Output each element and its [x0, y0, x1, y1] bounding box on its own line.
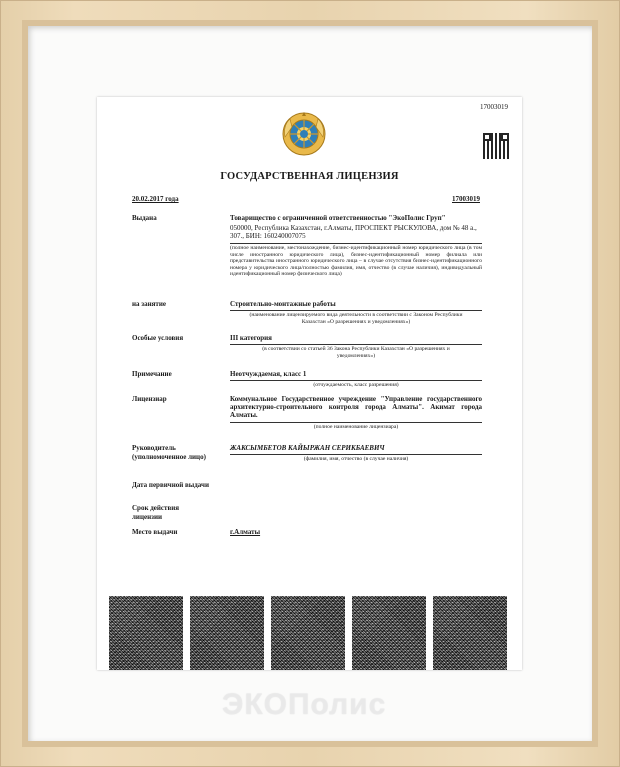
divider-line: [230, 310, 482, 311]
licensor-value: Коммунальное Государственное учреждение "Управление государственного архитектурно-строительного контроля города Алматы". Акимат города Алматы.: [230, 395, 482, 419]
conditions-value: III категория: [230, 334, 272, 342]
security-pattern: [190, 596, 264, 670]
security-pattern: [109, 596, 183, 670]
head-value: ЖАКСЫМБЕТОВ КАЙЫРЖАН СЕРИКБАЕВИЧ: [230, 444, 385, 452]
issued-address: 050000, Республика Казахстан, г.Алматы, ПРОСПЕКТ РЫСКУЛОВА, дом № 48 а., 307., БИН: 160240007075: [230, 224, 477, 240]
qr-code-icon: [483, 133, 509, 159]
place-label: Место выдачи: [132, 528, 178, 536]
security-barcode-strip: [109, 596, 510, 670]
issued-label: Выдана: [132, 214, 157, 222]
note-hint: (отчуждаемость, класс разрешения): [313, 382, 399, 388]
place-value: г.Алматы: [230, 528, 261, 536]
document-title: ГОСУДАРСТВЕННАЯ ЛИЦЕНЗИЯ: [220, 171, 399, 182]
divider-line: [230, 344, 482, 345]
serial-number-top: 17003019: [480, 103, 508, 111]
issue-date: 20.02.2017 года: [132, 195, 179, 203]
licensor-label: Лицензиар: [132, 395, 167, 403]
validity-sublabel: лицензии: [132, 513, 163, 521]
activity-label: на занятие: [132, 300, 166, 308]
first-issue-label: Дата первичной выдачи: [132, 481, 210, 489]
licensor-hint: (полное наименование лицензиара): [313, 424, 399, 430]
divider-line: [230, 422, 482, 423]
issued-name: Товарищество с ограниченной ответственностью "ЭкоПолис Груп": [230, 214, 446, 222]
head-sublabel: (уполномоченное лицо): [132, 453, 206, 461]
security-pattern: [352, 596, 426, 670]
activity-value: Строительно-монтажные работы: [230, 300, 336, 308]
security-pattern: [271, 596, 345, 670]
license-document: [97, 97, 522, 670]
license-number: 17003019: [452, 195, 480, 203]
conditions-label: Особые условия: [132, 334, 184, 342]
divider-line: [230, 243, 482, 244]
activity-hint: (наименование лицензируемого вида деятельности в соответствии с Законом Республики Казахстан «О разрешениях и уведомлениях»): [249, 312, 463, 325]
divider-line: [230, 380, 482, 381]
security-pattern: [433, 596, 507, 670]
validity-label: Срок действия: [132, 504, 180, 512]
kazakhstan-emblem-icon: [281, 111, 327, 157]
note-value: Неотчуждаемая, класс 1: [230, 370, 307, 378]
head-hint: (фамилия, имя, отчество (в случае наличия): [303, 456, 409, 462]
watermark-logo: ЭКОПолис: [222, 688, 387, 721]
note-label: Примечание: [132, 370, 172, 378]
conditions-hint: (в соответствии со статьей 36 Закона Республики Казахстан «О разрешениях и уведомлениях»): [262, 346, 450, 359]
issued-hint: (полное наименование, местонахождение, бизнес-идентификационный номер юридического лица (в том числе иностранного юридического лица), бизнес-идентификационный номер филиала или представительства иностранного юридического лица – в случае отсутствия бизнес-идентификационного номера у юридического лица/полностью фамилия, имя, отчество (в случае наличия), индивидуальный идентификационный номер физического лица): [230, 245, 482, 278]
head-label: Руководитель: [132, 444, 176, 452]
divider-line: [230, 454, 482, 455]
